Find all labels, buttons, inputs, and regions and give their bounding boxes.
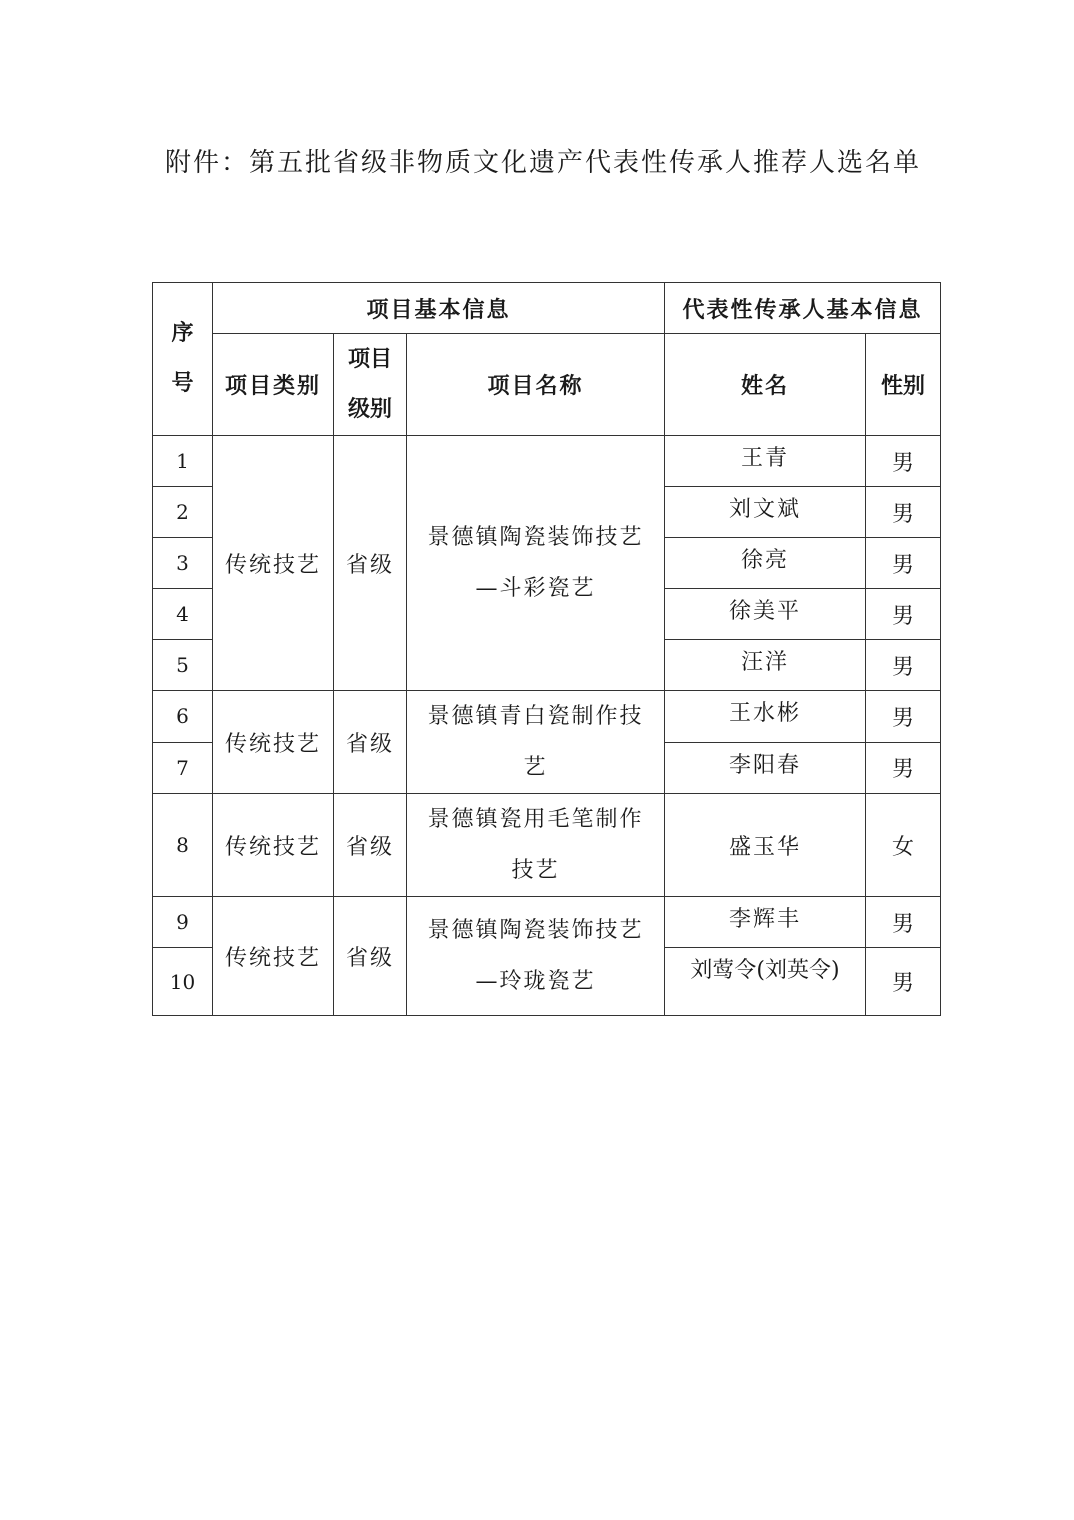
gender-cell: 男 <box>866 436 941 487</box>
name-cell: 刘文斌 <box>665 487 866 538</box>
header-inheritor-info: 代表性传承人基本信息 <box>665 283 941 334</box>
name-cell: 王青 <box>665 436 866 487</box>
name-cell: 汪洋 <box>665 640 866 691</box>
document-title: 附件：第五批省级非物质文化遗产代表性传承人推荐人选名单 <box>165 148 922 178</box>
name-cell: 王水彬 <box>665 691 866 743</box>
header-name: 姓名 <box>665 334 866 436</box>
table-row <box>153 897 941 948</box>
gender-cell: 男 <box>866 897 941 948</box>
table-row <box>153 436 941 487</box>
gender-cell: 男 <box>866 948 941 1016</box>
project-name-cell: 景德镇青白瓷制作技艺 <box>407 691 665 794</box>
category-cell: 传统技艺 <box>213 436 334 691</box>
seq-cell: 8 <box>153 794 213 897</box>
table-row <box>153 691 941 743</box>
name-cell: 盛玉华 <box>665 794 866 897</box>
seq-cell: 6 <box>153 691 213 743</box>
project-name-cell: 景德镇陶瓷装饰技艺—玲珑瓷艺 <box>407 897 665 1016</box>
gender-cell: 男 <box>866 538 941 589</box>
seq-cell: 1 <box>153 436 213 487</box>
header-project-info: 项目基本信息 <box>213 283 665 334</box>
header-gender: 性别 <box>866 334 941 436</box>
gender-cell: 男 <box>866 640 941 691</box>
name-cell: 李辉丰 <box>665 897 866 948</box>
header-level: 项目级别 <box>334 334 407 436</box>
gender-cell: 男 <box>866 691 941 743</box>
category-cell: 传统技艺 <box>213 691 334 794</box>
header-category: 项目类别 <box>213 334 334 436</box>
header-seq: 序号 <box>153 283 213 436</box>
table-row <box>153 794 941 897</box>
table-body <box>153 436 941 1016</box>
level-cell: 省级 <box>334 897 407 1016</box>
name-cell: 李阳春 <box>665 742 866 794</box>
name-cell: 徐亮 <box>665 538 866 589</box>
seq-cell: 4 <box>153 589 213 640</box>
project-name-cell: 景德镇陶瓷装饰技艺—斗彩瓷艺 <box>407 436 665 691</box>
seq-cell: 7 <box>153 742 213 794</box>
category-cell: 传统技艺 <box>213 794 334 897</box>
seq-cell: 5 <box>153 640 213 691</box>
project-name-cell: 景德镇瓷用毛笔制作技艺 <box>407 794 665 897</box>
name-cell: 刘莺令(刘英令) <box>665 948 866 1016</box>
inheritor-table <box>152 282 941 1016</box>
seq-cell: 10 <box>153 948 213 1016</box>
name-cell: 徐美平 <box>665 589 866 640</box>
seq-cell: 2 <box>153 487 213 538</box>
gender-cell: 女 <box>866 794 941 897</box>
category-cell: 传统技艺 <box>213 897 334 1016</box>
gender-cell: 男 <box>866 589 941 640</box>
header-project-name: 项目名称 <box>407 334 665 436</box>
seq-cell: 9 <box>153 897 213 948</box>
seq-cell: 3 <box>153 538 213 589</box>
level-cell: 省级 <box>334 794 407 897</box>
level-cell: 省级 <box>334 691 407 794</box>
gender-cell: 男 <box>866 742 941 794</box>
gender-cell: 男 <box>866 487 941 538</box>
level-cell: 省级 <box>334 436 407 691</box>
